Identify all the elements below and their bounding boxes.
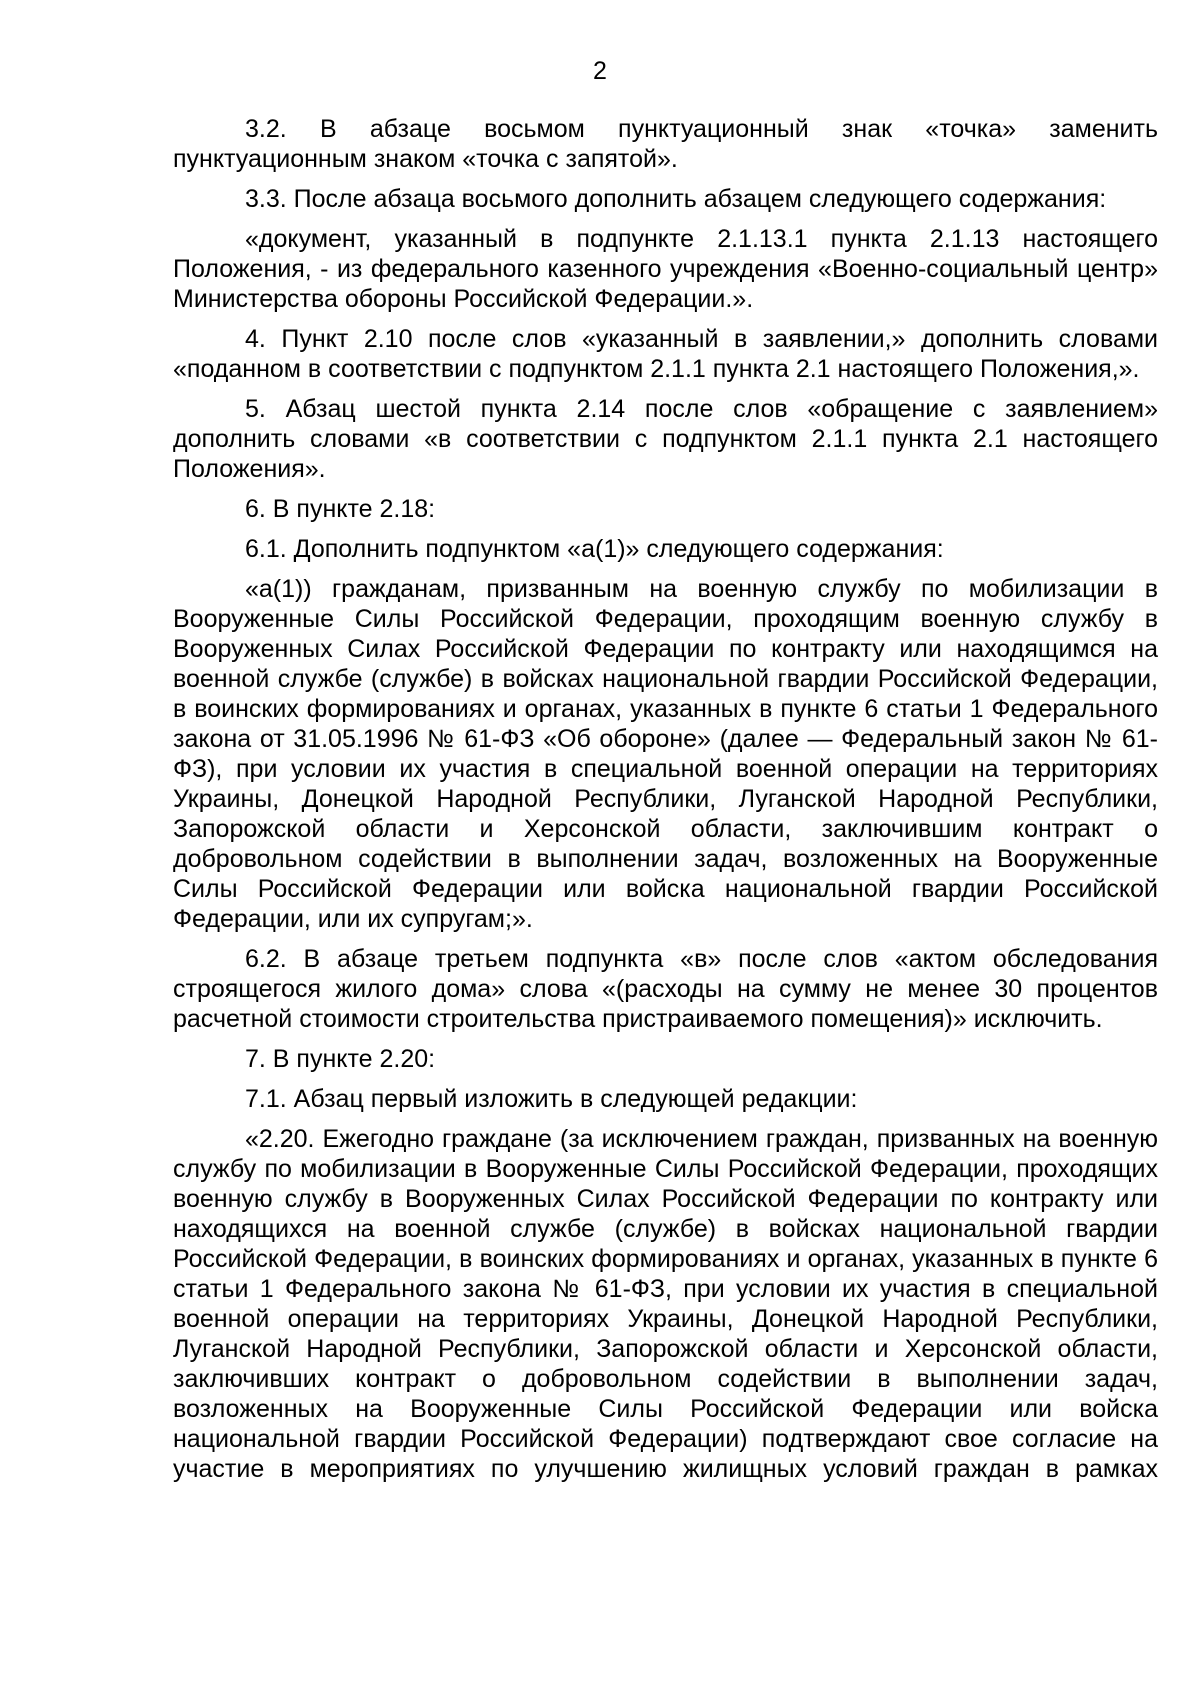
paragraph-4: 4. Пункт 2.10 после слов «указанный в заявлении,» дополнить словами «поданном в соответствии с подпунктом 2.1.1 пункта 2.1 настоящего Положения,». [173,325,1158,383]
paragraph-7-1: 7.1. Абзац первый изложить в следующей редакции: [245,1085,858,1113]
page-number: 2 [593,57,607,85]
paragraph-6-1-quote: «а(1)) гражданам, призванным на военную службу по мобилизации в Вооруженные Силы Российской Федерации, проходящим военную службу в Вооруженных Силах Российской Федерации по контракту или находящимся на военной службе (службе) в войсках национальной гвардии Российской Федерации, в воинских формированиях и органах, указанных в пункте 6 статьи 1 Федерального закона от 31.05.1996 № 61-ФЗ «Об обороне» (далее — Федеральный закон № 61-ФЗ), при условии их участия в специальной военной операции на территориях Украины, Донецкой Народной Республики, Луганской Народной Республики, Запорожской области и Херсонской области, заключившим контракт о добровольном содействии в выполнении задач, возложенных на Вооруженные Силы Российской Федерации или войска национальной гвардии Российской Федерации, или их супругам;». [173,575,1158,933]
paragraph-6-2: 6.2. В абзаце третьем подпункта «в» после слов «актом обследования строящегося жилого дома» слова «(расходы на сумму не менее 30 процентов расчетной стоимости строительства пристраиваемого помещения)» исключить. [173,945,1158,1033]
paragraph-5: 5. Абзац шестой пункта 2.14 после слов «обращение с заявлением» дополнить словами «в соответствии с подпунктом 2.1.1 пункта 2.1 настоящего Положения». [173,395,1158,483]
paragraph-7-1-quote: «2.20. Ежегодно граждане (за исключением граждан, призванных на военную службу по мобилизации в Вооруженные Силы Российской Федерации, проходящих военную службу в Вооруженных Силах Российской Федерации по контракту или находящихся на военной службе (службе) в войсках национальной гвардии Российской Федерации, в воинских формированиях и органах, указанных в пункте 6 статьи 1 Федерального закона № 61-ФЗ, при условии их участия в специальной военной операции на территориях Украины, Донецкой Народной Республики, Луганской Народной Республики, Запорожской области и Херсонской области, заключивших контракт о добровольном содействии в выполнении задач, возложенных на Вооруженные Силы Российской Федерации или войска национальной гвардии Российской Федерации) подтверждают свое согласие на участие в мероприятиях по улучшению жилищных условий граждан в рамках [173,1125,1158,1483]
paragraph-3-3-quote: «документ, указанный в подпункте 2.1.13.1 пункта 2.1.13 настоящего Положения, - из федерального казенного учреждения «Военно-социальный центр» Министерства обороны Российской Федерации.». [173,225,1158,313]
document-body [173,114,1158,1494]
paragraph-6: 6. В пункте 2.18: [245,495,436,523]
paragraph-7: 7. В пункте 2.20: [245,1045,436,1073]
paragraph-3-3: 3.3. После абзаца восьмого дополнить абзацем следующего содержания: [245,185,1107,213]
paragraph-6-1: 6.1. Дополнить подпунктом «а(1)» следующего содержания: [245,535,944,563]
paragraph-3-2: 3.2. В абзаце восьмом пунктуационный знак «точка» заменить пунктуационным знаком «точка с запятой». [173,115,1158,173]
